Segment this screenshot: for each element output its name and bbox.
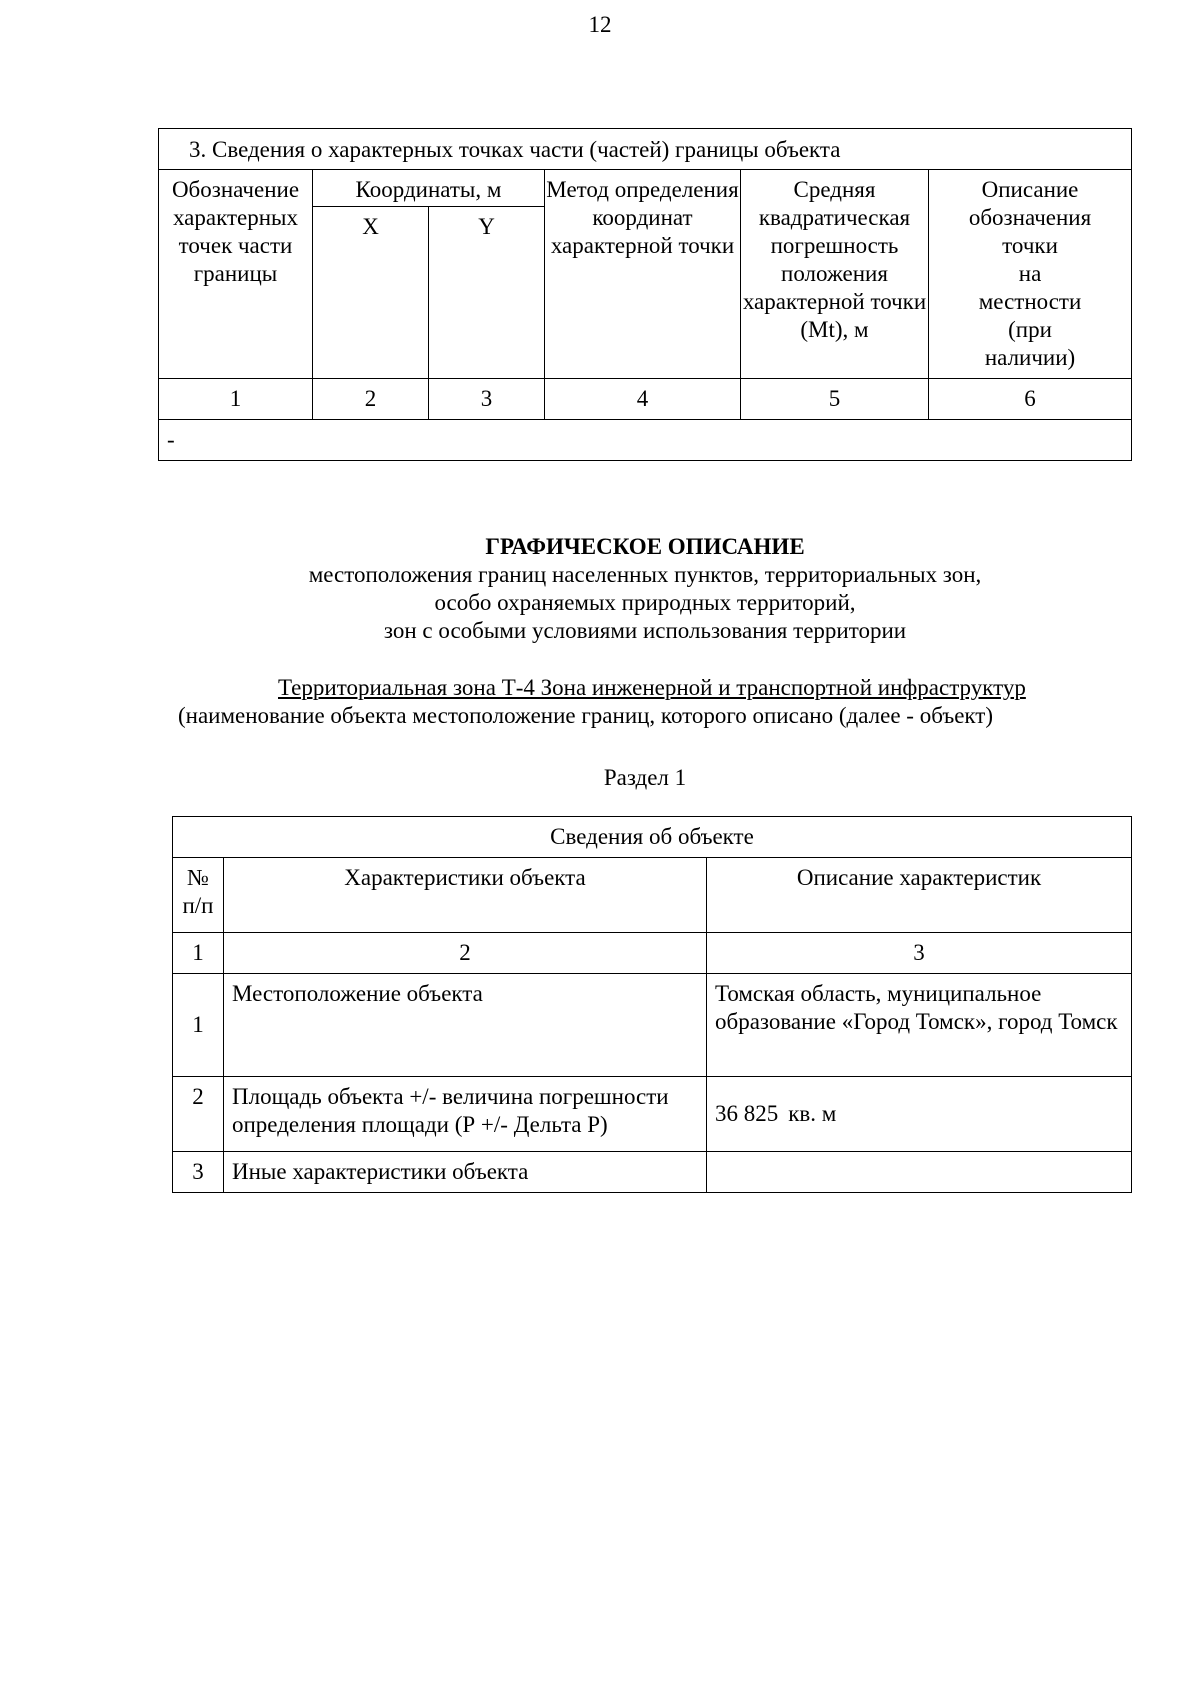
page-number: 12 [588, 12, 612, 37]
zone-note: (наименование объекта местоположение границ, которого описано (далее - объект) [178, 703, 994, 728]
table-row [173, 1077, 1132, 1152]
object-info-table [172, 816, 1132, 1193]
boundary-points-table [158, 128, 1132, 461]
column-number: 1 [159, 379, 313, 420]
header-coordinates: Координаты, м [313, 170, 545, 207]
header-error: Средняя квадратическая погрешность положения характерной точки (Mt), м [741, 170, 929, 379]
table-row [173, 974, 1132, 1077]
empty-row: - [159, 420, 1132, 461]
characteristic-cell: Иные характеристики объекта [224, 1152, 707, 1193]
description-cell [707, 1077, 1132, 1152]
heading-line: зон с особыми условиями использования территории [383, 618, 907, 643]
heading-line: местоположения границ населенных пунктов, территориальных зон, [308, 562, 982, 587]
heading-block [0, 533, 1200, 645]
column-number: 4 [545, 379, 741, 420]
area-value: 36 825 [715, 1101, 779, 1126]
header-description: Описание характеристик [707, 858, 1132, 933]
area-unit: кв. м [788, 1101, 837, 1126]
description-cell: Томская область, муниципальное образование «Город Томск», город Томск [707, 974, 1132, 1077]
heading-title: ГРАФИЧЕСКОЕ ОПИСАНИЕ [485, 534, 805, 559]
row-number: 3 [173, 1152, 224, 1193]
column-number: 5 [741, 379, 929, 420]
column-number: 3 [707, 933, 1132, 974]
header-y: Y [429, 207, 545, 379]
description-cell [707, 1152, 1132, 1193]
row-number: 2 [173, 1077, 224, 1152]
column-number: 6 [929, 379, 1132, 420]
table-caption: Сведения об объекте [173, 817, 1132, 858]
section-label: Раздел 1 [603, 765, 687, 790]
column-number: 2 [313, 379, 429, 420]
column-number: 3 [429, 379, 545, 420]
header-designation: Обозначение характерных точек части границы [159, 170, 313, 379]
column-number: 2 [224, 933, 707, 974]
zone-name: Территориальная зона Т-4 Зона инженерной и транспортной инфраструктур [278, 675, 1026, 700]
characteristic-cell: Площадь объекта +/- величина погрешности определения площади (Р +/- Дельта Р) [224, 1077, 707, 1152]
table-row [173, 1152, 1132, 1193]
column-number: 1 [173, 933, 224, 974]
table-caption: 3. Сведения о характерных точках части (частей) границы объекта [159, 129, 1132, 170]
heading-line: особо охраняемых природных территорий, [434, 590, 856, 615]
header-characteristic: Характеристики объекта [224, 858, 707, 933]
header-x: X [313, 207, 429, 379]
header-method: Метод определения координат характерной точки [545, 170, 741, 379]
row-number: 1 [173, 974, 224, 1077]
header-description: Описание обозначения точки на местности (при наличии) [929, 170, 1132, 379]
header-no: № п/п [173, 858, 224, 933]
characteristic-cell: Местоположение объекта [224, 974, 707, 1077]
